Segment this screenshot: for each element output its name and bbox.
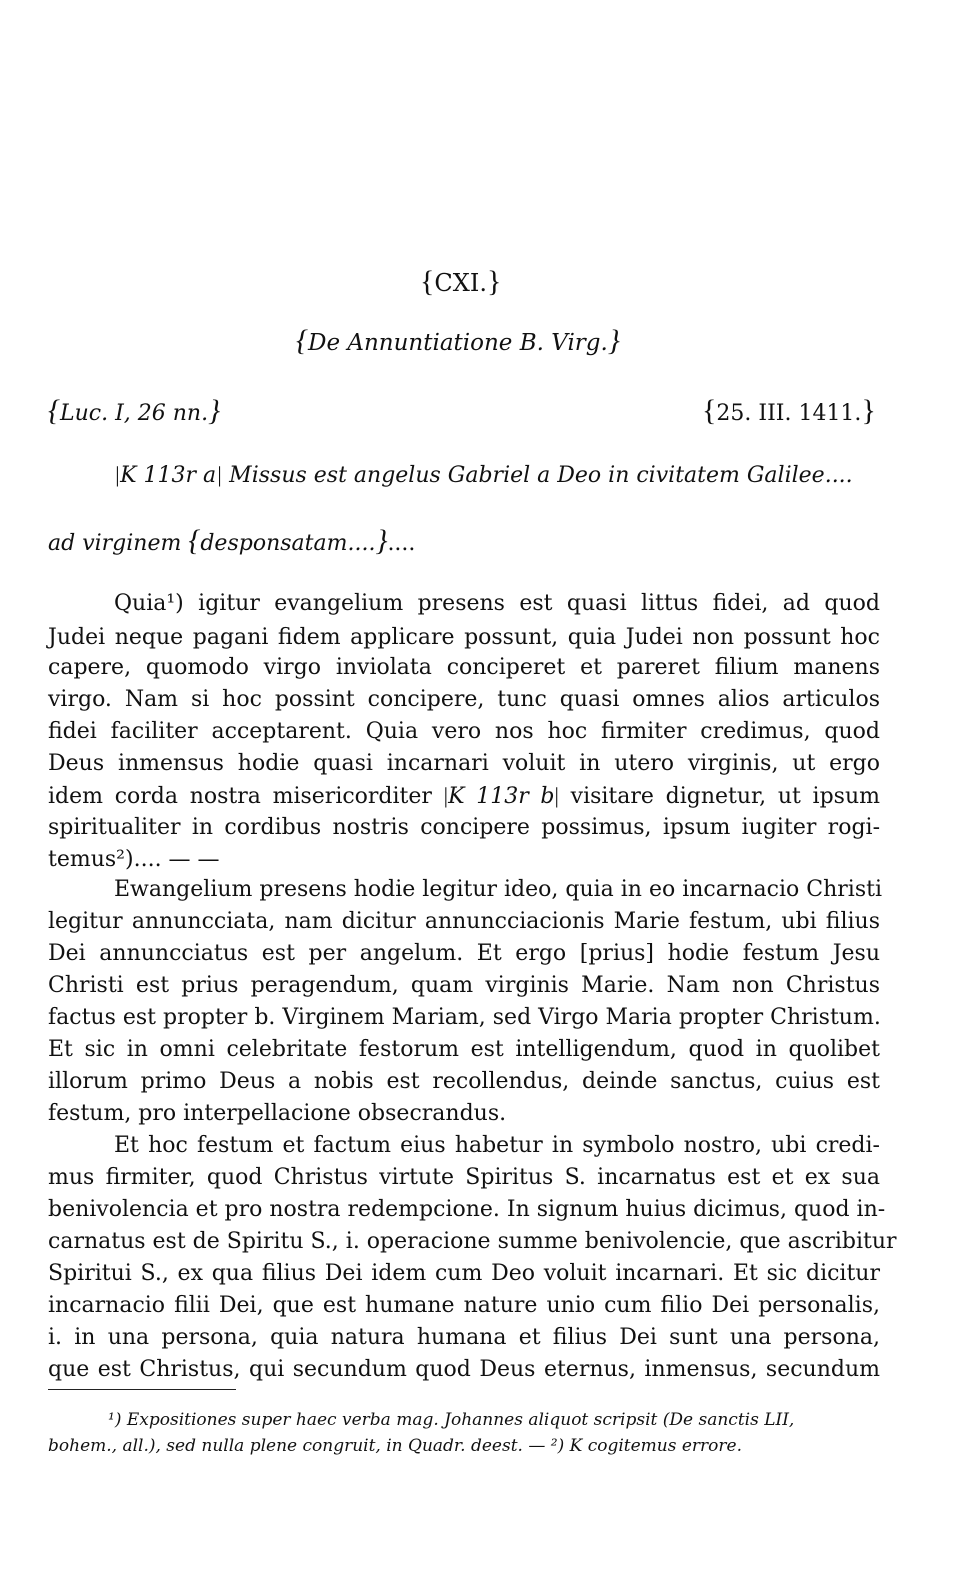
manuscript-reference: K 113r a [120,463,217,488]
footnote-line-2: bohem., all.), sed nulla plene congruit, in Quadr. deest. — ²) K cogitemus errore. [48,1436,743,1456]
body-line: spiritualiter in cordibus nostris concipere possimus, ipsum iugiter rogi- [48,815,880,840]
brace-open: { [296,324,308,357]
brace-close: } [607,324,620,357]
body-segment: visitare dignetur, ut ipsum [570,784,880,809]
folio-reference: K 113r b [448,784,555,809]
section-title-text: De Annuntiatione B. Virg. [308,330,608,356]
section-title [296,324,620,357]
body-segment: idem corda nostra misericorditer [48,784,432,809]
body-line: temus²).... — — [48,847,220,872]
incipit-line-1 [114,462,853,489]
brace-open: { [702,394,717,427]
body-line: Spiritui S., ex qua filius Dei idem cum Deo voluit incarnari. Et sic dicitur [48,1261,880,1286]
brace-close: } [208,394,221,427]
body-line: illorum primo Deus a nobis est recollendus, deinde sanctus, cuius est [48,1069,880,1094]
incipit-line-2 [48,524,416,557]
brace-open: { [420,265,435,298]
footnote-rule [48,1389,236,1390]
body-line: Et hoc festum et factum eius habetur in symbolo nostro, ubi credi- [114,1133,880,1158]
body-line: Quia¹) igitur evangelium presens est quasi littus fidei, ad quod [114,591,880,616]
section-number-text: CXI. [434,269,487,297]
brace-close: } [486,265,502,298]
body-line: factus est propter b. Virginem Mariam, sed Virgo Maria propter Christum. [48,1005,881,1030]
brace-open: { [188,524,201,557]
folio-bar-open: | [443,783,449,808]
body-line: fidei faciliter acceptarent. Quia vero nos hoc firmiter credimus, quod [48,719,880,744]
body-line: virgo. Nam si hoc possint concipere, tunc quasi omnes alios articulos [48,687,880,712]
body-line: Christi est prius peragendum, quam virginis Marie. Nam non Christus [48,973,880,998]
brace-open: { [48,394,60,427]
body-line: Dei annuncciatus est per angelum. Et ergo [prius] hodie festum Jesu [48,941,880,966]
incipit-text-1: Missus est angelus Gabriel a Deo in civitatem Galilee.... [229,463,853,488]
ms-bar-open: | [114,462,121,487]
scripture-citation [48,394,221,427]
body-line: i. in una persona, quia natura humana et filius Dei sunt una persona, [48,1325,880,1350]
body-line: legitur annuncciata, nam dicitur annuncciacionis Marie festum, ubi filius [48,909,880,934]
body-line: que est Christus, qui secundum quod Deus eternus, inmensus, secundum [48,1357,880,1382]
body-line: Deus inmensus hodie quasi incarnari voluit in utero virginis, ut ergo [48,751,880,776]
sermon-date-text: 25. III. 1411. [716,401,862,426]
body-line: Et sic in omni celebritate festorum est intelligendum, quod in quolibet [48,1037,880,1062]
footnote-line-1: ¹) Expositiones super haec verba mag. Johannes aliquot scripsit (De sanctis LII, [108,1410,795,1430]
body-line: festum, pro interpellacione obsecrandus. [48,1101,507,1126]
body-line: incarnacio filii Dei, que est humane nature unio cum filio Dei personalis, [48,1293,880,1318]
body-line: Ewangelium presens hodie legitur ideo, quia in eo incarnacio Christi [114,877,882,902]
incipit-text-2a: ad virginem [48,531,182,556]
section-number [420,265,502,298]
folio-bar-close: | [554,783,559,808]
body-line: benivolencia et pro nostra redempcione. In signum huius dicimus, quod in- [48,1197,886,1222]
incipit-text-2b: desponsatam.... [200,531,376,556]
body-line: Judei neque pagani fidem applicare possunt, quia Judei non possunt hoc [48,625,880,650]
body-line-with-folio [48,783,880,810]
brace-close: } [375,524,388,557]
brace-close: } [861,394,876,427]
scripture-citation-text: Luc. I, 26 nn. [60,401,209,426]
incipit-text-2c: .... [387,531,416,556]
body-line: capere, quomodo virgo inviolata conciperet et pareret filium manens [48,655,880,680]
ms-bar-close: | [216,462,223,487]
body-line: carnatus est de Spiritu S., i. operacione summe benivolencie, que ascribitur [48,1229,897,1254]
sermon-date [702,394,876,427]
body-line: mus firmiter, quod Christus virtute Spiritus S. incarnatus est et ex sua [48,1165,880,1190]
